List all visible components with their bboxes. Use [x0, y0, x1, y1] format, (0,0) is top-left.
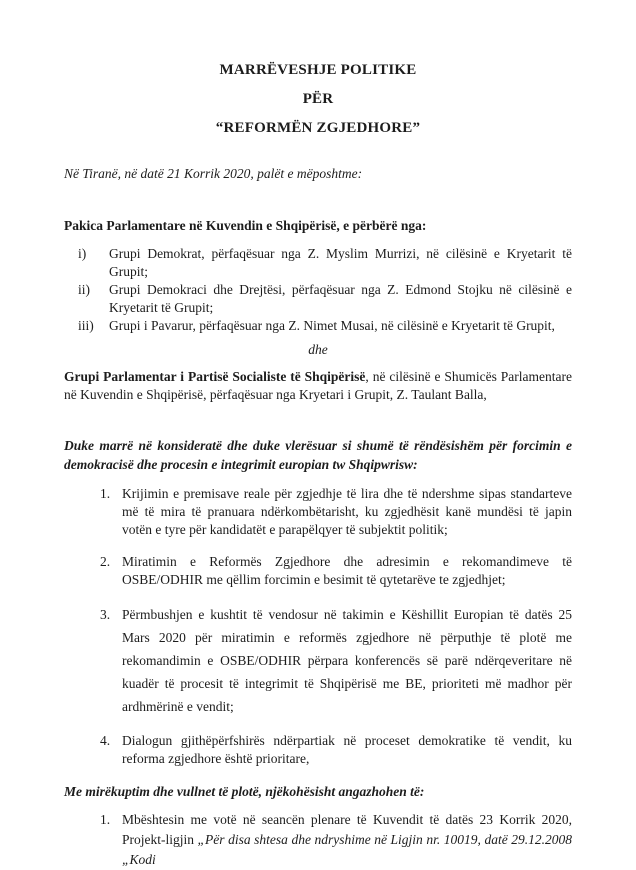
- title-line-3: “REFORMËN ZGJEDHORE”: [215, 120, 421, 136]
- majority-paragraph: [64, 368, 572, 404]
- commitments-list: [64, 810, 572, 870]
- list-item-marker: i): [78, 246, 87, 261]
- minority-groups-list: [64, 245, 572, 335]
- list-item-text: Grupi Demokraci dhe Drejtësi, përfaqësuar nga Z. Edmond Stojku në cilësinë e Kryetarit të Grupit;: [109, 282, 572, 315]
- list-item: [64, 485, 572, 539]
- list-item-text: Përmbushjen e kushtit të vendosur në takimin e Këshillit Europian të datës 25 Mars 2020 për miratimin e reformës zgjedhore në përputhje të plotë me rekomandimin e OSBE/ODHIR përpara konferencës së parë ndërqeveritare në kuadër të procesit të integrimit të Shqipërisë me BE, prioriteti më madhor për ardhmërinë e vendit;: [122, 607, 572, 714]
- list-item: [64, 281, 572, 317]
- commitment-text-law-title: „Për disa shtesa dhe ndryshime në Ligjin nr. 10019, datë 29.12.2008 „Kodi: [122, 832, 572, 867]
- list-item-marker: 1.: [100, 812, 111, 827]
- list-item-text: [122, 810, 572, 870]
- list-item-text: Grupi i Pavarur, përfaqësuar nga Z. Nimet Musai, në cilësinë e Kryetarit të Grupit,: [109, 318, 555, 333]
- list-item-marker: 4.: [100, 733, 111, 748]
- commitment-text-regular: Mbështesin me votë në seancën plenare të Kuvendit të datës 23 Korrik 2020, Projekt-ligjin: [122, 812, 572, 847]
- majority-paragraph-rest: , në cilësinë e Shumicës Parlamentare në Kuvendin e Shqipërisë, përfaqësuar nga Kryetari i Grupit, Z. Taulant Balla,: [64, 369, 572, 402]
- list-item: [64, 245, 572, 281]
- commitment-intro: Me mirëkuptim dhe vullnet të plotë, njëkohësisht angazhohen të:: [64, 784, 425, 799]
- list-item-text: Krijimin e premisave reale për zgjedhje të lira dhe të ndershme sipas standarteve më të mira të pranuara ndërkombëtarisht, ku zgjedhësit kanë mundësi të japin votën e tyre për kandidatët e parapëlqyer të subjektit politik;: [122, 486, 572, 537]
- list-item: [64, 603, 572, 718]
- considerations-intro: Duke marrë në konsideratë dhe duke vlerësuar si shumë të rëndësishëm për forcimin e demokracisë dhe procesin e integrimit europian tw Shqipwrisw:: [64, 438, 572, 472]
- majority-group-name: Grupi Parlamentar i Partisë Socialiste të Shqipërisë: [64, 369, 366, 384]
- list-item: [64, 732, 572, 768]
- minority-heading: Pakica Parlamentare në Kuvendin e Shqipërisë, e përbërë nga:: [64, 218, 427, 233]
- date-place-line: Në Tiranë, në datë 21 Korrik 2020, palët e mëposhtme:: [64, 166, 363, 181]
- title-line-1: MARRËVESHJE POLITIKE: [219, 62, 417, 78]
- list-item-marker: iii): [78, 318, 94, 333]
- list-item-marker: 2.: [100, 554, 111, 569]
- list-item-marker: 1.: [100, 486, 111, 501]
- list-item-text: Grupi Demokrat, përfaqësuar nga Z. Myslim Murrizi, në cilësinë e Kryetarit të Grupit;: [109, 246, 572, 279]
- conjunction-dhe: dhe: [308, 342, 328, 357]
- document-title: [64, 62, 572, 137]
- list-item: [64, 317, 572, 335]
- list-item-marker: ii): [78, 282, 90, 297]
- list-item: [64, 553, 572, 589]
- list-item-text: Dialogun gjithëpërfshirës ndërpartiak në proceset demokratike të vendit, ku reforma zgjedhore është prioritare,: [122, 733, 572, 766]
- list-item: [64, 810, 572, 870]
- considerations-list: [64, 485, 572, 768]
- title-line-2: PËR: [302, 91, 334, 107]
- list-item-marker: 3.: [100, 607, 111, 622]
- list-item-text: Miratimin e Reformës Zgjedhore dhe adresimin e rekomandimeve të OSBE/ODHIR me qëllim forcimin e besimit të qytetarëve te zgjedhjet;: [122, 554, 572, 587]
